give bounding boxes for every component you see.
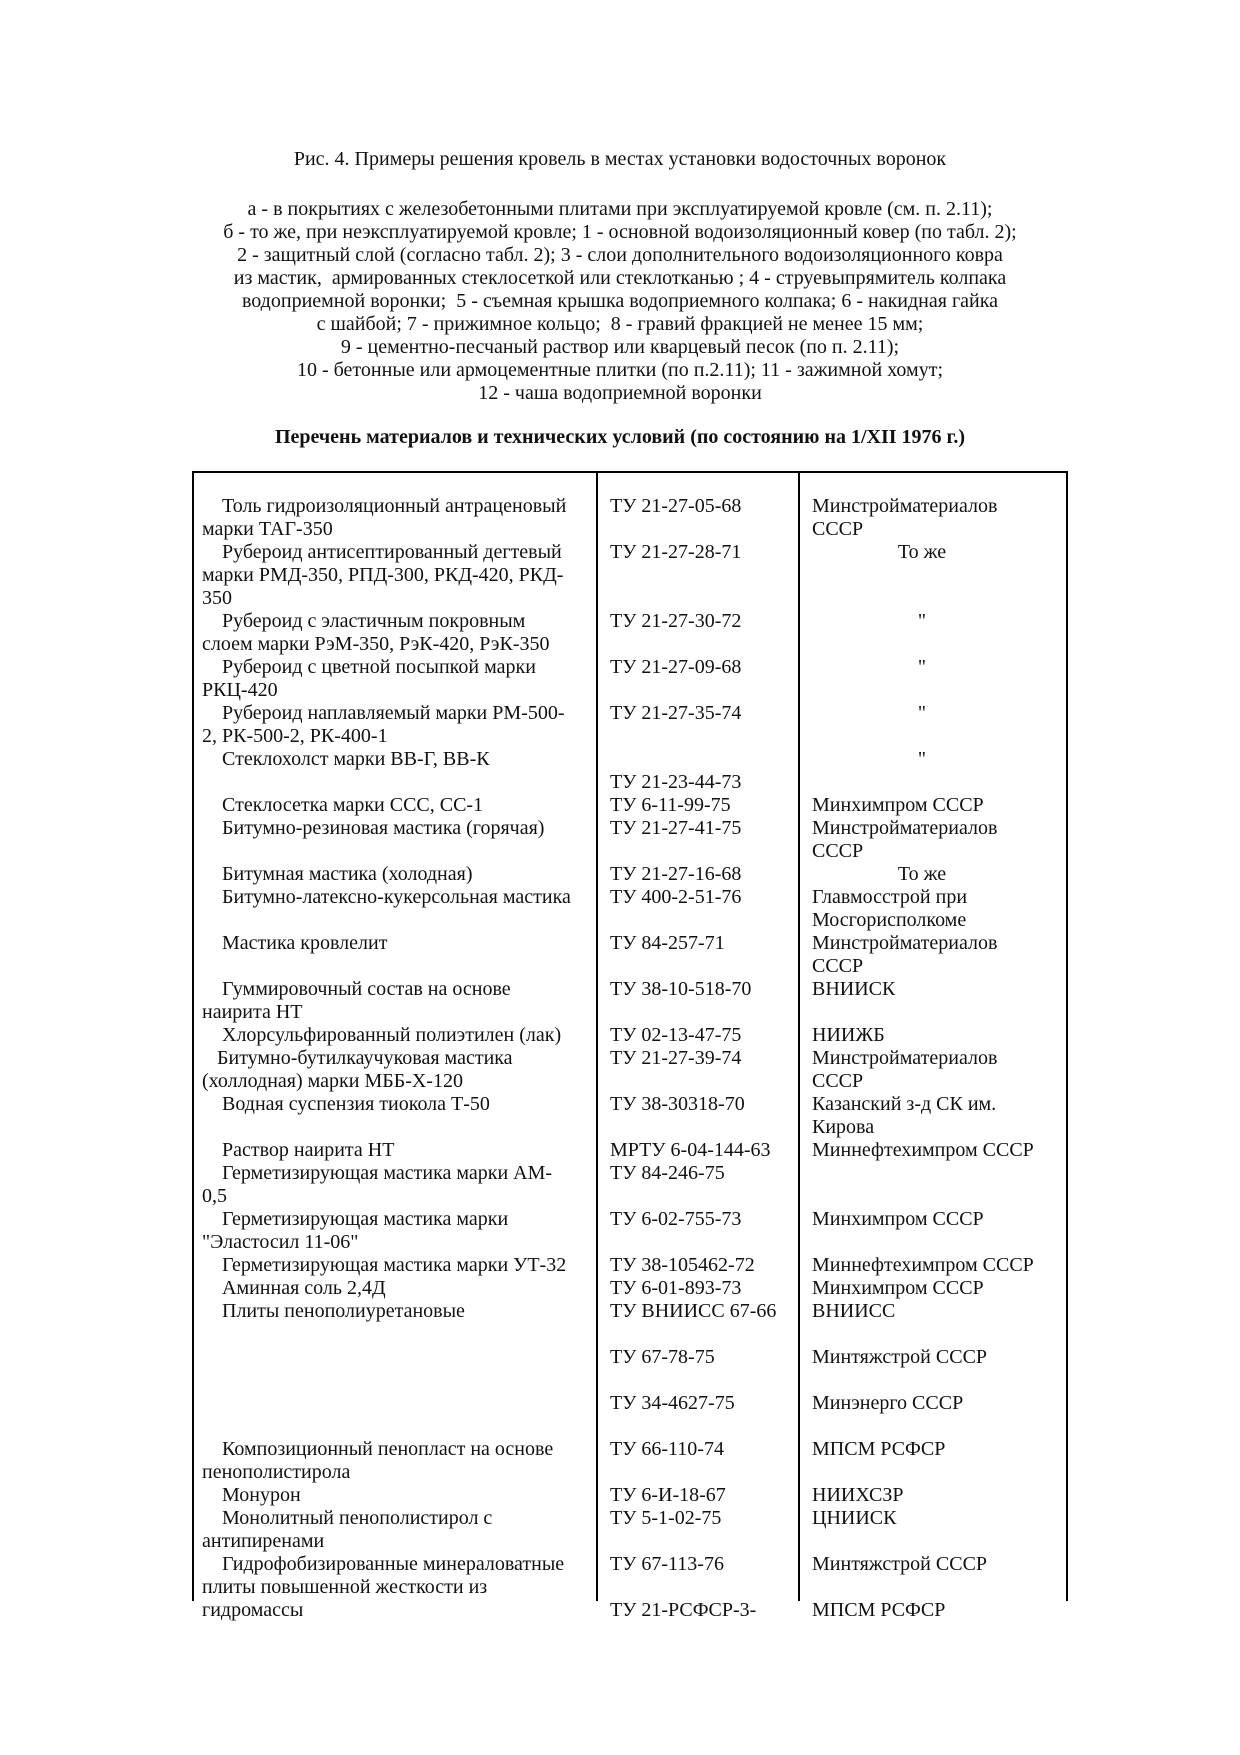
- table-row: [192, 1047, 1068, 1093]
- material-name-cell: Аминная соль 2,4Д: [202, 1277, 386, 1299]
- material-name-cell: Битумно-резиновая мастика (горячая): [202, 817, 545, 839]
- legend-line: из мастик, армированных стеклосеткой или стеклотканью ; 4 - струевыпрямитель колпака: [233, 267, 1007, 289]
- spec-code-cell: ТУ 38-10-518-70: [610, 978, 752, 1000]
- organization-cell: Минхимпром СССР: [812, 1277, 984, 1299]
- material-name-cell: Битумно-бутилкаучуковая мастика (холлодная) марки МББ-Х-120: [202, 1047, 513, 1092]
- table-row: [192, 1553, 1068, 1622]
- table-row: [192, 1208, 1068, 1254]
- organization-cell: ВНИИСС: [812, 1300, 896, 1322]
- spec-code-cell: ТУ 21-27-28-71: [610, 541, 742, 563]
- material-name-cell: Монолитный пенополистирол с антипиренами: [202, 1507, 493, 1552]
- spec-code-cell: ТУ 02-13-47-75: [610, 1024, 742, 1046]
- spec-code-cell: ТУ 21-27-05-68: [610, 495, 742, 517]
- spec-code-cell: ТУ 21-23-44-73: [610, 771, 742, 793]
- figure-legend: [0, 198, 1240, 405]
- legend-line: 10 - бетонные или армоцементные плитки (по п.2.11); 11 - зажимной хомут;: [296, 359, 943, 381]
- table-row: [192, 541, 1068, 610]
- material-name-cell: [192, 1323, 598, 1369]
- material-name-cell: Водная суспензия тиокола Т-50: [202, 1093, 490, 1115]
- spec-code-cell: ТУ 21-27-35-74: [610, 702, 742, 724]
- organization-cell: Миннефтехимпром СССР: [812, 1254, 1034, 1276]
- organization-cell: НИИХСЗР: [812, 1484, 904, 1506]
- material-name-cell: Битумная мастика (холодная): [202, 863, 473, 885]
- table-border-top: [192, 471, 1068, 473]
- organization-cell: ЦНИИСК: [812, 1507, 897, 1529]
- table-row: [192, 1415, 1068, 1484]
- spec-code-cell: ТУ 67-78-75: [610, 1346, 715, 1368]
- organization-cell: Главмосстрой при Мосгорисполкоме: [812, 886, 968, 931]
- spec-code-cell: ТУ 21-27-09-68: [610, 656, 742, 678]
- table-row: [192, 1369, 1068, 1415]
- table-row: [192, 610, 1068, 656]
- organization-cell: Минтяжстрой СССР: [812, 1346, 988, 1368]
- organization-cell: Минстройматериалов СССР: [812, 932, 998, 977]
- figure-caption: Рис. 4. Примеры решения кровель в местах установки водосточных воронок: [293, 148, 947, 170]
- organization-cell: То же: [897, 863, 947, 885]
- material-name-cell: Стеклосетка марки ССС, СС-1: [202, 794, 484, 816]
- material-name-cell: Рубероид наплавляемый марки РМ-500- 2, РК-500-2, РК-400-1: [202, 702, 565, 747]
- table-row: [192, 1323, 1068, 1369]
- table-row: [192, 794, 1068, 817]
- table-row: [192, 1484, 1068, 1507]
- material-name-cell: Гидрофобизированные минераловатные плиты повышенной жесткости из гидромассы: [202, 1553, 565, 1621]
- spec-code-cell: ТУ 66-110-74: [610, 1438, 724, 1460]
- material-name-cell: Хлорсульфированный полиэтилен (лак): [202, 1024, 562, 1046]
- section-heading: Перечень материалов и технических условий (по состоянию на 1/XII 1976 г.): [274, 426, 966, 448]
- spec-code-cell: ТУ 21-27-41-75: [610, 817, 742, 839]
- material-name-cell: Монурон: [202, 1484, 301, 1506]
- table-row: [192, 932, 1068, 978]
- organization-cell: [800, 1162, 1068, 1208]
- spec-code-cell: ТУ 38-30318-70: [610, 1093, 745, 1115]
- organization-cell: Минстройматериалов СССР: [812, 1047, 998, 1092]
- table-body: [192, 495, 1068, 1622]
- material-name-cell: Плиты пенополиуретановые: [202, 1300, 465, 1322]
- spec-code-cell: ТУ 38-105462-72: [610, 1254, 755, 1276]
- spec-code-cell: ТУ 34-4627-75: [610, 1392, 735, 1414]
- table-row: [192, 702, 1068, 748]
- table-row: [192, 1277, 1068, 1300]
- materials-table: [192, 471, 1068, 1621]
- table-row: [192, 863, 1068, 886]
- spec-code-cell: ТУ 400-2-51-76: [610, 886, 742, 908]
- material-name-cell: Мастика кровлелит: [202, 932, 388, 954]
- organization-cell: Минтяжстрой СССР МПСМ РСФСР: [812, 1553, 988, 1621]
- organization-cell: Миннефтехимпром СССР: [812, 1139, 1034, 1161]
- table-row: [192, 1300, 1068, 1323]
- organization-cell: ": [917, 702, 927, 724]
- table-row: [192, 1093, 1068, 1139]
- organization-cell: НИИЖБ: [812, 1024, 885, 1046]
- material-name-cell: Герметизирующая мастика марки АМ- 0,5: [202, 1162, 553, 1207]
- organization-cell: ": [917, 748, 927, 770]
- spec-code-cell: ТУ 67-113-76 ТУ 21-РСФСР-3-: [610, 1553, 757, 1621]
- organization-cell: Минстройматериалов СССР: [812, 495, 998, 540]
- spec-code-cell: ТУ 6-И-18-67: [610, 1484, 726, 1506]
- material-name-cell: [192, 1369, 598, 1415]
- table-row: [192, 1507, 1068, 1553]
- spec-code-cell: ТУ 5-1-02-75: [610, 1507, 722, 1529]
- spec-code-cell: ТУ 84-257-71: [610, 932, 725, 954]
- material-name-cell: Рубероид антисептированный дегтевый марки РМД-350, РПД-300, РКД-420, РКД- 350: [202, 541, 564, 609]
- table-row: [192, 978, 1068, 1024]
- organization-cell: Минхимпром СССР: [812, 794, 984, 816]
- material-name-cell: Раствор наирита НТ: [202, 1139, 395, 1161]
- material-name-cell: Битумно-латексно-кукерсольная мастика: [202, 886, 571, 908]
- organization-cell: ": [917, 656, 927, 678]
- legend-line: с шайбой; 7 - прижимное кольцо; 8 - гравий фракцией не менее 15 мм;: [316, 313, 924, 335]
- organization-cell: То же: [897, 541, 947, 563]
- spec-code-cell: ТУ 6-01-893-73: [610, 1277, 742, 1299]
- material-name-cell: Стеклохолст марки ВВ-Г, ВВ-К: [202, 748, 490, 770]
- legend-line: водоприемной воронки; 5 - съемная крышка водоприемного колпака; 6 - накидная гайка: [241, 290, 999, 312]
- material-name-cell: Толь гидроизоляционный антраценовый марки ТАГ-350: [202, 495, 567, 540]
- spec-code-cell: ТУ 21-27-30-72: [610, 610, 742, 632]
- table-row: [192, 748, 1068, 794]
- spec-code-cell: ТУ 21-27-39-74: [610, 1047, 742, 1069]
- spec-code-cell: МРТУ 6-04-144-63: [610, 1139, 771, 1161]
- table-row: [192, 886, 1068, 932]
- organization-cell: Минхимпром СССР: [812, 1208, 984, 1230]
- legend-line: 12 - чаша водоприемной воронки: [478, 382, 762, 404]
- organization-cell: МПСМ РСФСР: [812, 1438, 946, 1460]
- table-row: [192, 1162, 1068, 1208]
- spec-code-cell: ТУ 6-11-99-75: [610, 794, 731, 816]
- organization-cell: ВНИИСК: [812, 978, 896, 1000]
- table-row: [192, 817, 1068, 863]
- spec-code-cell: ТУ 6-02-755-73: [610, 1208, 742, 1230]
- material-name-cell: Композиционный пенопласт на основе пенополистирола: [202, 1438, 554, 1483]
- organization-cell: Минстройматериалов СССР: [812, 817, 998, 862]
- legend-line: 2 - защитный слой (согласно табл. 2); 3 - слои дополнительного водоизоляционного ковра: [237, 244, 1003, 266]
- spec-code-cell: ТУ 84-246-75: [610, 1162, 725, 1184]
- organization-cell: Минэнерго СССР: [812, 1392, 964, 1414]
- organization-cell: Казанский з-д СК им. Кирова: [812, 1093, 997, 1138]
- material-name-cell: Гуммировочный состав на основе наирита НТ: [202, 978, 511, 1023]
- table-row: [192, 1254, 1068, 1277]
- material-name-cell: Герметизирующая мастика марки "Эластосил 11-06": [202, 1208, 509, 1253]
- legend-line: 9 - цементно-песчаный раствор или кварцевый песок (по п. 2.11);: [340, 336, 900, 358]
- table-row: [192, 1024, 1068, 1047]
- spec-code-cell: ТУ ВНИИСС 67-66: [610, 1300, 777, 1322]
- material-name-cell: Герметизирующая мастика марки УТ-32: [202, 1254, 567, 1276]
- spec-code-cell: ТУ 21-27-16-68: [610, 863, 742, 885]
- table-row: [192, 1139, 1068, 1162]
- table-row: [192, 495, 1068, 541]
- legend-line: б - то же, при неэксплуатируемой кровле; 1 - основной водоизоляционный ковер (по табл. 2);: [223, 221, 1017, 243]
- material-name-cell: Рубероид с эластичным покровным слоем марки РэМ-350, РэК-420, РэК-350: [202, 610, 550, 655]
- material-name-cell: Рубероид с цветной посыпкой марки РКЦ-420: [202, 656, 536, 701]
- table-row: [192, 656, 1068, 702]
- legend-line: а - в покрытиях с железобетонными плитами при эксплуатируемой кровле (см. п. 2.11);: [247, 198, 993, 220]
- organization-cell: ": [917, 610, 927, 632]
